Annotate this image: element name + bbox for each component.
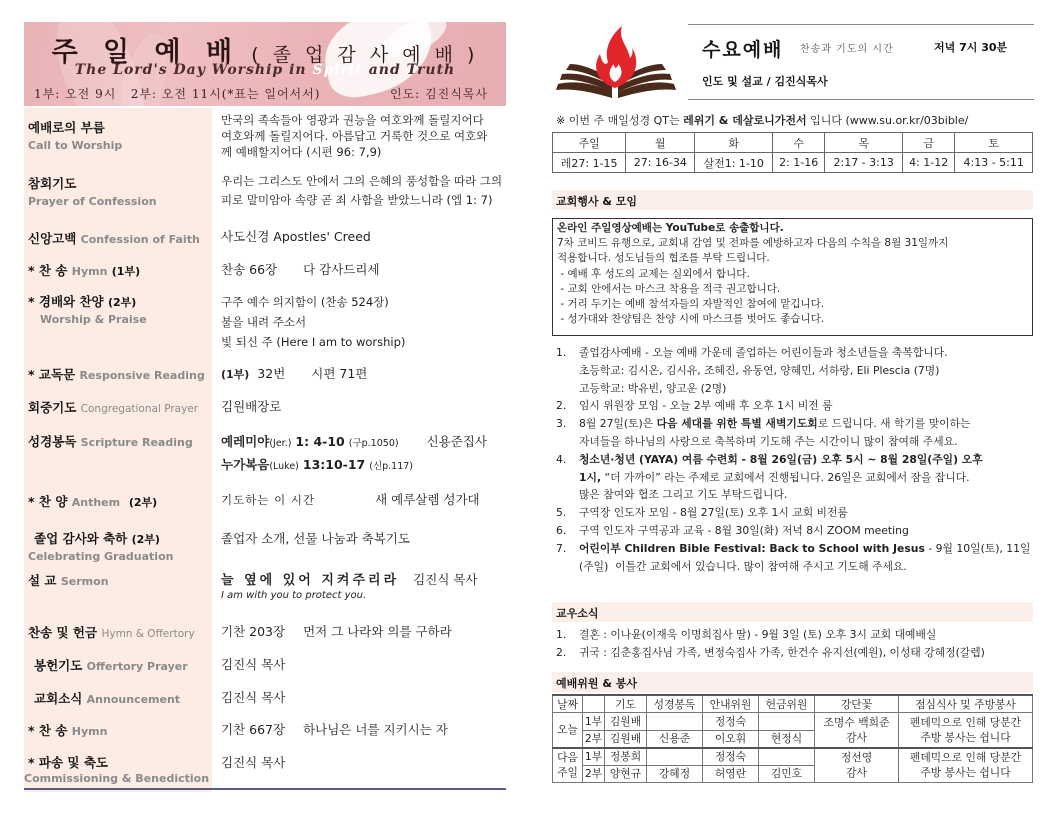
item-value: 졸업자 소개, 선물 나눔과 축복기도 [221, 531, 410, 546]
announcement-item: 4. 청소년·청년 (YAYA) 여름 수련회 - 8월 26일(금) 오후 5시 ~ 8월 28일(주일) 오후 1시, “더 가까이” 라는 주제로 교회에서 진행됩니다. 26일은 교회에서 잠을 잡니다. 많은 참여와 협조 그리고 기도 부탁드립니다. [556, 452, 983, 502]
prayer-cell: 김원배 [605, 730, 647, 748]
qt-passages-row [553, 153, 1033, 173]
item-label: 참회기도 Prayer of Confession [28, 176, 157, 208]
offering-cell [759, 713, 815, 731]
sermon-title: 늘 옆에 있어 지켜주리라 [221, 573, 400, 588]
qt-passage: 4:13 - 5:11 [955, 153, 1033, 173]
item-label: * 교독문 Responsive Reading [28, 367, 205, 382]
notice-title: 온라인 주일영상예배는 YouTube로 송출합니다. [557, 222, 784, 234]
kitchen-cell: 펜데믹으로 인해 당분간 주방 봉사는 쉽니다 [899, 748, 1033, 783]
wednesday-title: 수요예배 [702, 39, 784, 61]
item-label: * 찬 양 Anthem (2부) [28, 494, 158, 509]
flame-bible-logo-icon [552, 18, 682, 106]
item-value: 김진식 목사 [221, 755, 286, 770]
duty-row [553, 748, 1033, 766]
announcement-item: 5. 구역장 인도자 모임 - 8월 27일(토) 오후 1시 교회 비전룸 [556, 506, 848, 520]
kitchen-cell: 펜데믹으로 인해 당분간 주방 봉사는 쉽니다 [899, 713, 1033, 748]
notice-line: - 성가대와 찬양팀은 찬양 시에 마스크를 벗어도 좋습니다. [557, 313, 825, 326]
wednesday-time: 저녁 7시 30분 [934, 41, 1008, 54]
announcement-item: 7. 어린이부 Children Bible Festival: Back to School with Jesus - 9월 10일(토), 11일 (주일) 이틀간 교회에서 있습니다. 많이 참여해 주시고 기도해 주세요. [556, 541, 1031, 573]
item-value: 기찬 667장 하나님은 너를 지키시는 자 [221, 722, 448, 737]
qt-passage: 2: 1-16 [772, 153, 824, 173]
reading-cell: 신용준 [647, 730, 703, 748]
qt-passage: 살전1: 1-10 [695, 153, 773, 173]
sermon-english-title: I am with you to protect you. [221, 590, 367, 601]
item-value: 김진식 목사 [221, 657, 286, 672]
notice-line: - 교회 안에서는 마스크 착용을 적극 권고합니다. [557, 282, 781, 295]
item-label: * 경배와 찬양 (2부) Worship & Praise [28, 294, 147, 326]
qt-notice: ※ 이번 주 매일성경 QT는 레위기 & 데살로니가전서 입니다 (www.su.or.kr/03bible/ [556, 114, 969, 127]
sermon [221, 569, 478, 601]
qt-day: 주일 [553, 133, 626, 153]
qt-passage: 27: 16-34 [626, 153, 695, 173]
eng-title-part: The Lord's Day Worship in [74, 62, 313, 78]
item-label: 신앙고백 Confession of Faith [28, 231, 200, 246]
offering-cell: 김민호 [759, 765, 815, 783]
qt-passage: 2:17 - 3:13 [825, 153, 903, 173]
duty-header-row [553, 695, 1033, 713]
sunday-title-sub: ( 졸 업 감 사 예 배 ) [251, 44, 479, 66]
qt-day: 월 [626, 133, 695, 153]
announcement-item: 6. 구역 인도자 구역공과 교육 - 8월 30일(화) 저녁 8시 ZOOM meeting [556, 523, 909, 537]
notice-line: - 거리 두기는 예배 참석자들의 자발적인 참여에 맡깁니다. [557, 298, 825, 311]
wednesday-leader: 인도 및 설교 / 김진식목사 [702, 75, 828, 88]
announcement-item: 3. 8월 27일(토)은 다음 세대를 위한 특별 새벽기도회로 드립니다. 새 학기를 맞이하는 자녀들을 하나님의 사랑으로 축복하며 기도해 주는 시간이니 많이 참여해 주세요. [556, 417, 971, 448]
fellowship-section-heading: 교우소식 [552, 602, 1033, 622]
item-label: * 찬 송 Hymn (1부) [28, 263, 141, 278]
item-value: 구주 예수 의지함이 (찬송 524장) 불을 내려 주소서 빛 되신 주 (Here I am to worship) [221, 295, 406, 349]
fellowship-news-list [552, 626, 1033, 662]
item-label: 설 교 Sermon [28, 573, 109, 588]
service-leader: 인도: 김진식목사 [389, 87, 488, 101]
col-header: 헌금위원 [759, 695, 815, 713]
page-divider [24, 788, 506, 790]
scripture-readings: 예레미야(Jer.) 1: 4-10 (구p.1050) 신용준집사 누가복음(Luke) 13:10-17 (신p.117) [221, 434, 487, 472]
reading-cell: 강혜정 [647, 765, 703, 783]
offering-cell: 현정식 [759, 730, 815, 748]
item-value: 만국의 족속들아 영광과 권능을 여호와께 돌릴지어다 여호와께 돌릴지어다. 아름답고 거룩한 것으로 여호와 께 예배할지어다 (시편 96: 7,9) [221, 113, 488, 159]
qt-day: 목 [825, 133, 903, 153]
qt-days-row [553, 133, 1033, 153]
events-section-heading: 교회행사 & 모임 [552, 190, 1033, 210]
item-value: 우리는 그리스도 안에서 그의 은혜의 풍성함을 따라 그의 피로 말미암아 속량 곧 죄 사함을 받았느니라 (엡 1: 7) [221, 174, 503, 207]
sunday-title-main: 주 일 예 배 [51, 37, 241, 68]
worship-duty-table [552, 694, 1033, 783]
fellowship-item: 1. 결혼 : 이나윤(이재욱 이명희집사 딸) - 9월 3일 (토) 오후 3시 교회 대예배실 [556, 628, 937, 641]
item-value: 기찬 203장 먼저 그 나라와 의를 구하라 [221, 624, 452, 639]
sunday-english-title [24, 62, 506, 78]
item-value: 사도신경 Apostles' Creed [221, 229, 371, 244]
fellowship-item: 2. 귀국 : 김춘홍집사님 가족, 변정숙집사 가족, 한건수 유지선(예원), 이성태 강혜정(갈렙) [556, 646, 985, 659]
item-label: 졸업 감사와 축하 (2부) Celebrating Graduation [28, 531, 174, 563]
col-header: 기도 [605, 695, 647, 713]
col-header: 강단꽃 [815, 695, 899, 713]
preacher: 김진식 목사 [413, 572, 478, 587]
covid-notice-box [552, 218, 1033, 336]
prayer-cell: 정봉희 [605, 748, 647, 766]
qt-schedule-table [552, 132, 1033, 173]
announcement-item: 1. 졸업감사예배 - 오늘 예배 가운데 졸업하는 어린이들과 청소년들을 축복합니다. 초등학교: 김시온, 김시유, 조혜진, 유동연, 양혜민, 서하랑, Eli Plescia (7명) 고등학교: 박유빈, 양고운 (2명) [556, 346, 948, 395]
item-label: 회중기도 Congregational Prayer [28, 400, 199, 415]
duty-section-heading: 예배위원 & 봉사 [552, 672, 1033, 692]
reading-cell [647, 713, 703, 731]
item-label: 찬송 및 헌금 Hymn & Offertory [28, 625, 195, 640]
sunday-header-banner [24, 22, 506, 106]
item-value: (1부) 32번 시편 71편 [221, 366, 368, 381]
notice-line: 적용합니다. 성도님들의 협조를 부탁 드립니다. [557, 252, 770, 265]
qt-day: 토 [955, 133, 1033, 153]
col-header: 안내위원 [703, 695, 759, 713]
item-value: 기도하는 이 시간 새 예루살렘 성가대 [221, 492, 480, 507]
announcement-item: 2. 임시 위원장 모임 - 오늘 2부 예배 후 오후 1시 비전 룸 [556, 399, 833, 413]
qt-day: 화 [695, 133, 773, 153]
item-value: 김진식 목사 [221, 690, 286, 705]
usher-cell: 정정숙 [703, 713, 759, 731]
eng-title-part: and Truth [362, 62, 456, 78]
service-cell: 1부 [583, 713, 605, 731]
qt-passage: 레27: 1-15 [553, 153, 626, 173]
item-label: * 파송 및 축도 Commissioning & Benediction [24, 755, 210, 785]
prayer-cell: 김원배 [605, 713, 647, 731]
offering-cell [759, 748, 815, 766]
notice-line: 7차 코비드 유행으로, 교회내 감염 및 전파를 예방하고자 다음의 수칙을 8월 31일까지 [557, 237, 949, 250]
item-value: 김원배장로 [221, 399, 282, 414]
item-label: 예배로의 부름 Call to Worship [28, 120, 123, 152]
notice-line: - 예배 후 성도의 교제는 실외에서 합니다. [557, 267, 750, 280]
col-header: 점심식사 및 주방봉사 [899, 695, 1033, 713]
eng-title-part: Spirit [312, 62, 363, 78]
service-info [34, 85, 488, 102]
wednesday-service-header [688, 24, 1034, 100]
qt-day: 금 [902, 133, 954, 153]
item-value: 찬송 66장 다 감사드리세 [221, 262, 380, 277]
service-cell: 1부 [583, 748, 605, 766]
sunday-worship-page [24, 22, 506, 790]
item-label: 봉헌기도 Offertory Prayer [34, 658, 188, 673]
reading-cell [647, 748, 703, 766]
usher-cell: 이오휘 [703, 730, 759, 748]
qt-passage: 4: 1-12 [902, 153, 954, 173]
col-header: 성경봉독 [647, 695, 703, 713]
service-cell: 2부 [583, 730, 605, 748]
col-header [583, 695, 605, 713]
wednesday-subtitle: 찬송과 기도의 시간 [800, 44, 894, 55]
item-label: 성경봉독 Scripture Reading [28, 434, 193, 449]
service-cell: 2부 [583, 765, 605, 783]
flowers-cell: 조명수 백희준 감사 [815, 713, 899, 748]
flowers-cell: 정선영 감사 [815, 748, 899, 783]
item-label: * 찬 송 Hymn [28, 723, 108, 738]
duty-row [553, 713, 1033, 731]
usher-cell: 허영란 [703, 765, 759, 783]
service-times: 1부: 오전 9시 2부: 오전 11시(*표는 일어서서) [34, 87, 321, 101]
prayer-cell: 양현규 [605, 765, 647, 783]
date-cell: 오늘 [553, 713, 583, 748]
usher-cell: 정정숙 [703, 748, 759, 766]
announcement-list [552, 344, 1033, 575]
qt-day: 수 [772, 133, 824, 153]
date-cell: 다음 주일 [553, 748, 583, 783]
col-header: 날짜 [553, 695, 583, 713]
item-label: 교회소식 Announcement [34, 691, 181, 706]
